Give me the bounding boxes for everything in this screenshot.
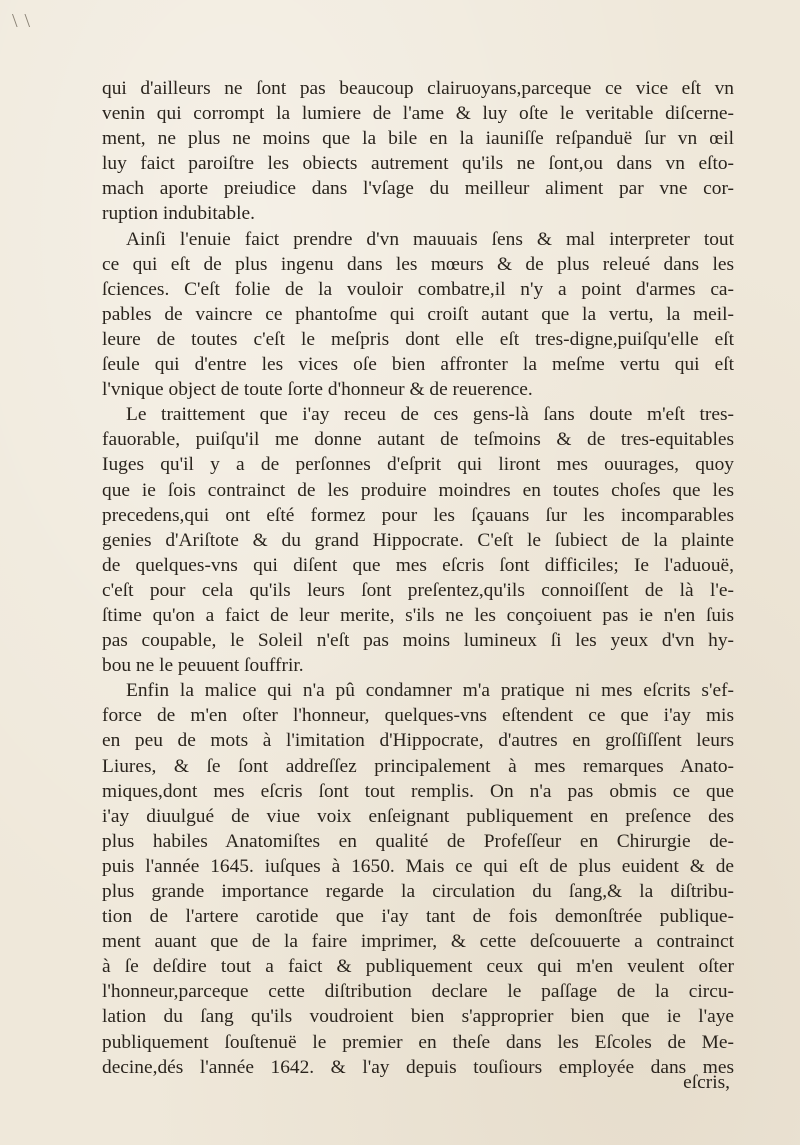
text-line: ſeule qui d'entre les vices oſe bien affronter la meſme vertu qui eſt — [102, 354, 734, 376]
text-line: plus grande importance regarde la circulation du ſang,& la diſtribu- — [102, 881, 734, 902]
text-line: publiquement ſouſtenuë le premier en theſe dans les Eſcoles de Me- — [102, 1031, 734, 1053]
text-line: i'ay diuulgué de viue voix enſeignant publiquement en preſence des — [102, 805, 734, 827]
paragraph-start-line: Enfin la malice qui n'a pû condamner m'a pratique ni mes eſcrits s'ef- — [126, 680, 734, 702]
catchword: eſcris, — [683, 1072, 730, 1093]
text-line: tion de l'artere carotide que i'ay tant de fois demonſtrée publique- — [102, 906, 734, 928]
text-line: ſtime qu'on a faict de leur merite, s'ils ne les conçoiuent pas ie n'en ſuis — [102, 604, 734, 626]
text-line: en peu de mots à l'imitation d'Hippocrate, d'autres en groſſiſſent leurs — [102, 730, 734, 752]
text-line: miques,dont mes eſcris ſont tout remplis. On n'a pas obmis ce que — [102, 780, 734, 802]
text-line: pas coupable, le Soleil n'eſt pas moins lumineux ſi les yeux d'vn hy- — [102, 630, 734, 652]
text-line: ce qui eſt de plus ingenu dans les mœurs & de plus releué dans les — [102, 253, 734, 275]
paragraph-start-line: Le traittement que i'ay receu de ces gens-là ſans doute m'eſt tres- — [126, 404, 734, 426]
text-line: venin qui corrompt la lumiere de l'ame & luy oſte le veritable diſcerne- — [102, 103, 734, 125]
text-line: force de m'en oſter l'honneur, quelques-vns eſtendent ce que i'ay mis — [102, 705, 734, 727]
paragraph-start-line: Ainſi l'enuie faict prendre d'vn mauuais ſens & mal interpreter tout — [126, 228, 734, 250]
text-line: plus habiles Anatomiſtes en qualité de Profeſſeur en Chirurgie de- — [102, 830, 734, 852]
text-line: lation du ſang qu'ils voudroient bien s'approprier bien que ie l'aye — [102, 1006, 734, 1028]
text-line: ment auant que de la faire imprimer, & cette deſcouuerte a contrainct — [102, 931, 734, 953]
text-line: Liures, & ſe ſont addreſſez principalement à mes remarques Anato- — [102, 755, 734, 777]
text-line: pables de vaincre ce phantoſme qui croiſt autant que la vertu, la meil- — [102, 303, 734, 325]
text-line: l'vnique object de toute ſorte d'honneur & de reuerence. — [102, 379, 533, 401]
text-line: à ſe deſdire tout a faict & publiquement ceux qui m'en veulent oſter — [102, 956, 734, 978]
page-corner-mark: \ \ — [12, 10, 32, 32]
text-line: qui d'ailleurs ne ſont pas beaucoup clairuoyans,parceque ce vice eſt vn — [102, 78, 734, 99]
text-line: c'eſt pour cela qu'ils leurs ſont preſentez,qu'ils connoiſſent de là l'e- — [102, 579, 734, 601]
text-line: ſciences. C'eſt folie de la vouloir combatre,il n'y a point d'armes ca- — [102, 278, 734, 300]
text-line: fauorable, puiſqu'il me donne autant de teſmoins & de tres-equitables — [102, 429, 734, 451]
text-line: luy faict paroiſtre les obiects autrement qu'ils ne ſont,ou dans vn eſto- — [102, 153, 734, 175]
text-line: decine,dés l'année 1642. & l'ay depuis touſiours employée dans mes — [102, 1056, 734, 1078]
text-line: mach aporte preiudice dans l'vſage du meilleur aliment par vne cor- — [102, 178, 734, 200]
text-line: de quelques-vns qui diſent que mes eſcris ſont difficiles; Ie l'aduouë, — [102, 554, 734, 576]
text-line: ruption indubitable. — [102, 203, 255, 225]
text-line: l'honneur,parceque cette diſtribution declare le paſſage de la circu- — [102, 981, 734, 1003]
text-line: bou ne le peuuent ſouffrir. — [102, 655, 304, 677]
text-line: que ie ſois contrainct de les produire moindres en toutes choſes que les — [102, 479, 734, 501]
text-line: puis l'année 1645. iuſques à 1650. Mais ce qui eſt de plus euident & de — [102, 855, 734, 877]
text-line: ment, ne plus ne moins que la bile en la iauniſſe reſpanduë ſur vn œil — [102, 128, 734, 150]
text-line: genies d'Ariſtote & du grand Hippocrate. C'eſt le ſubiect de la plainte — [102, 529, 734, 551]
text-line: precedens,qui ont eſté formez pour les ſçauans ſur les incomparables — [102, 504, 734, 526]
page-text-block — [102, 76, 734, 1080]
text-line: leure de toutes c'eſt le meſpris dont elle eſt tres-digne,puiſqu'elle eſt — [102, 328, 734, 350]
text-line: Iuges qu'il y a de perſonnes d'eſprit qui liront mes ouurages, quoy — [102, 454, 734, 476]
